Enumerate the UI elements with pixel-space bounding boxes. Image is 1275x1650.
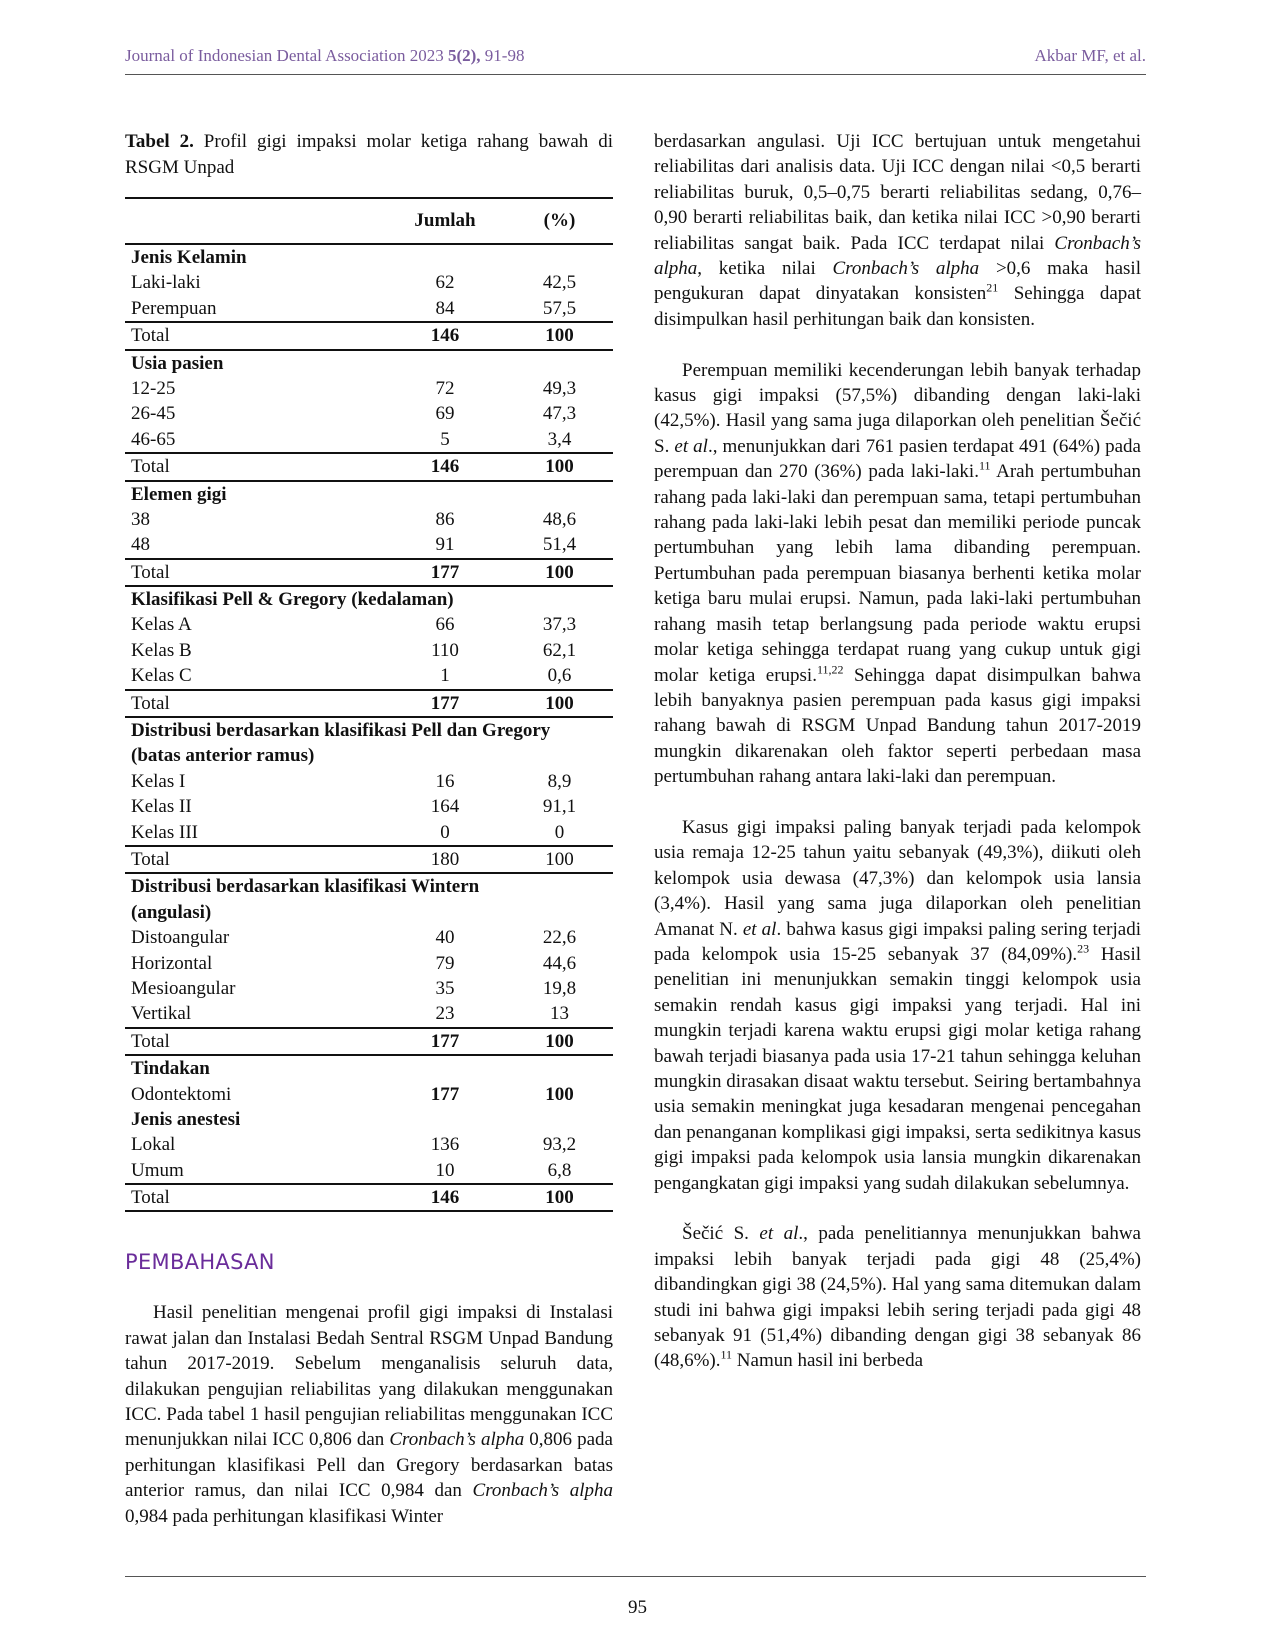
table-header-row bbox=[125, 198, 613, 244]
row-percent-cell: 44,6 bbox=[542, 952, 577, 974]
table-row bbox=[125, 951, 613, 976]
row-label-cell: 38 bbox=[131, 508, 150, 530]
table-total-row bbox=[125, 846, 613, 873]
row-percent-cell: 6,8 bbox=[506, 1158, 613, 1184]
row-count-cell: 10 bbox=[384, 1158, 506, 1184]
row-label-cell: Kelas A bbox=[131, 614, 192, 636]
row-count-cell: 91 bbox=[384, 532, 506, 558]
table-row bbox=[125, 1001, 613, 1027]
journal-citation bbox=[125, 46, 524, 66]
total-label-cell: Total bbox=[125, 1028, 384, 1055]
total-percent-cell: 100 bbox=[506, 322, 613, 349]
running-header bbox=[125, 44, 1146, 75]
table-row bbox=[125, 638, 613, 663]
table-total-row bbox=[125, 1184, 613, 1211]
right-column bbox=[654, 129, 1141, 1374]
table-label: Tabel 2. bbox=[125, 131, 194, 152]
row-count-cell: 40 bbox=[435, 927, 455, 949]
table-section-row bbox=[125, 873, 613, 899]
row-count-cell: 62 bbox=[435, 272, 455, 294]
discussion-paragraph-4: Kasus gigi impaksi paling banyak terjadi pada kelompok usia remaja 12-25 tahun yaitu sebanyak (49,3%), diikuti oleh kelompok usia dewasa (47,3%) dan kelompok usia lansia (3,4%). Hasil yang sama juga dilaporkan oleh penelitian Amanat N. et al. bahwa kasus gigi impaksi paling sering terjadi pada kelompok usia 15-25 sebanyak 37 (84,09%).$^{23}$ Hasil penelitian ini menunjukkan semakin tinggi kelompok usia semakin rendah kasus gigi impaksi yang terjadi. Hal ini mungkin terjadi karena waktu erupsi gigi molar ketiga rahang bawah terjadi biasanya pada usia 17-21 tahun sehingga keluhan mungkin dirasakan disaat waktu tersebut. Seiring bertambahnya usia semakin meningkat juga kesadaran mengenai pencegahan dan penanganan komplikasi gigi impaksi, serta sedikitnya kasus gigi impaksi pada kelompok usia lansia mungkin dikarenakan pengangkatan gigi impaksi yang sudah dilakukan sebelumnya. bbox=[654, 816, 1142, 1194]
total-count-cell: 177 bbox=[384, 559, 506, 586]
row-label-cell: 26-45 bbox=[131, 403, 176, 425]
table-section-row bbox=[125, 1055, 613, 1081]
table-total-row bbox=[125, 559, 613, 586]
table-row bbox=[125, 507, 613, 532]
total-count-cell: 146 bbox=[384, 453, 506, 480]
total-percent-cell: 100 bbox=[506, 453, 613, 480]
section-title-cell: (angulasi) bbox=[131, 901, 212, 923]
row-count-cell: 66 bbox=[435, 614, 455, 636]
row-label-cell: Odontektomi bbox=[131, 1083, 232, 1105]
table-total-row bbox=[125, 453, 613, 480]
row-label-cell: 46-65 bbox=[125, 427, 384, 453]
section-title-cell: Tindakan bbox=[131, 1058, 210, 1080]
row-count-cell: 0 bbox=[384, 820, 506, 846]
row-count-cell: 1 bbox=[384, 663, 506, 689]
row-label-cell: Distoangular bbox=[131, 927, 230, 949]
total-count-cell: 177 bbox=[384, 1028, 506, 1055]
row-percent-cell: 62,1 bbox=[542, 639, 577, 661]
row-percent-cell: 22,6 bbox=[542, 927, 577, 949]
row-percent-cell: 37,3 bbox=[542, 614, 577, 636]
journal-pages: 91-98 bbox=[484, 46, 525, 65]
table-row bbox=[125, 794, 613, 819]
row-count-cell: 136 bbox=[430, 1134, 460, 1156]
row-percent-cell: 47,3 bbox=[542, 403, 577, 425]
header-percent-cell: (%) bbox=[506, 198, 613, 244]
total-count-cell: 146 bbox=[384, 1184, 506, 1211]
table-row bbox=[125, 270, 613, 295]
row-percent-cell: 0 bbox=[506, 820, 613, 846]
table-section-row bbox=[125, 586, 613, 612]
row-percent-cell: 91,1 bbox=[542, 796, 577, 818]
row-percent-cell: 49,3 bbox=[542, 377, 577, 399]
row-percent-cell: 42,5 bbox=[542, 272, 577, 294]
row-percent-cell: 8,9 bbox=[547, 770, 572, 792]
total-label-cell: Total bbox=[125, 690, 384, 717]
total-label-cell: Total bbox=[125, 453, 384, 480]
table-section-row bbox=[125, 481, 613, 507]
total-percent-cell: 100 bbox=[506, 559, 613, 586]
table-row bbox=[125, 1158, 613, 1184]
row-label-cell: Vertikal bbox=[125, 1001, 384, 1027]
section-title-cell: (batas anterior ramus) bbox=[131, 745, 315, 767]
row-percent-cell: 0,6 bbox=[506, 663, 613, 689]
table-row bbox=[125, 376, 613, 401]
table-row bbox=[125, 1082, 613, 1107]
row-percent-cell: 19,8 bbox=[542, 977, 577, 999]
table-total-row bbox=[125, 322, 613, 349]
total-count-cell: 180 bbox=[384, 846, 506, 873]
table-row bbox=[125, 925, 613, 950]
left-column bbox=[125, 129, 613, 1529]
table-section-row bbox=[125, 717, 613, 743]
discussion-paragraph-2: berdasarkan angulasi. Uji ICC bertujuan untuk mengetahui reliabilitas dari analisis data. Uji ICC dengan nilai <0,5 berarti reliabilitas buruk, 0,5–0,75 berarti reliabilitas sedang, 0,76–0,90 berarti reliabilitas baik, dan ketika nilai ICC >0,90 berarti reliabilitas sangat baik. Pada ICC terdapat nilai Cronbach’s alpha, ketika nilai Cronbach’s alpha >0,6 maka hasil pengukuran dapat dinyatakan konsisten$^{21}$ Sehingga dapat disimpulkan hasil perhitungan baik dan konsisten. bbox=[654, 131, 1142, 330]
discussion-paragraph-5: Šečić S. et al., pada penelitiannya menunjukkan bahwa impaksi lebih banyak terjadi pada gigi 48 (25,4%) dibandingkan gigi 38 (24,5%). Hal yang sama ditemukan dalam studi ini bahwa gigi impaksi lebih sering terjadi pada gigi 48 sebanyak 91 (51,4%) dibanding dengan gigi 38 sebanyak 86 (48,6%).$^{11}$ Namun hasil ini berbeda bbox=[654, 1223, 1141, 1372]
row-count-cell: 69 bbox=[435, 403, 455, 425]
total-label-cell: Total bbox=[125, 1184, 384, 1211]
row-count-cell: 23 bbox=[384, 1001, 506, 1027]
page-number: 95 bbox=[628, 1597, 647, 1618]
row-count-cell: 5 bbox=[384, 427, 506, 453]
table-section-row bbox=[125, 350, 613, 376]
table-section-row bbox=[125, 1107, 613, 1132]
row-count-cell: 72 bbox=[435, 377, 455, 399]
profile-table bbox=[125, 197, 613, 1212]
table-row bbox=[125, 976, 613, 1001]
row-count-cell: 84 bbox=[384, 296, 506, 322]
table-row bbox=[125, 612, 613, 637]
row-label-cell: 12-25 bbox=[131, 377, 176, 399]
section-title: PEMBAHASAN bbox=[125, 1250, 275, 1275]
total-percent-cell: 100 bbox=[506, 690, 613, 717]
row-percent-cell: 57,5 bbox=[506, 296, 613, 322]
row-label-cell: Lokal bbox=[131, 1134, 176, 1156]
row-percent-cell: 93,2 bbox=[542, 1134, 577, 1156]
table-row bbox=[125, 296, 613, 322]
row-label-cell: Mesioangular bbox=[131, 977, 236, 999]
section-title-cell: Distribusi berdasarkan klasifikasi Pell dan Gregory bbox=[131, 720, 551, 742]
table-row bbox=[125, 401, 613, 426]
total-count-cell: 146 bbox=[384, 322, 506, 349]
table-section-row bbox=[125, 244, 613, 270]
row-percent-cell: 51,4 bbox=[506, 532, 613, 558]
row-label-cell: Perempuan bbox=[125, 296, 384, 322]
row-label-cell: Horizontal bbox=[131, 952, 213, 974]
header-count-cell: Jumlah bbox=[384, 198, 506, 244]
total-percent-cell: 100 bbox=[506, 1184, 613, 1211]
row-label-cell: Laki-laki bbox=[131, 272, 201, 294]
table-section-row bbox=[125, 743, 613, 768]
row-label-cell: Kelas II bbox=[131, 796, 192, 818]
row-percent-cell: 13 bbox=[506, 1001, 613, 1027]
header-authors: Akbar MF, et al. bbox=[1034, 46, 1146, 65]
table-total-row bbox=[125, 1028, 613, 1055]
table-caption-text: Profil gigi impaksi molar ketiga rahang bawah di RSGM Unpad bbox=[125, 131, 613, 178]
row-label-cell: 48 bbox=[125, 532, 384, 558]
journal-volume: 5(2), bbox=[447, 46, 481, 65]
table-row bbox=[125, 532, 613, 558]
section-title-cell: Elemen gigi bbox=[131, 483, 227, 505]
row-label-cell: Kelas C bbox=[125, 663, 384, 689]
table-section-row bbox=[125, 900, 613, 925]
row-label-cell: Kelas B bbox=[131, 639, 192, 661]
section-title-cell: Usia pasien bbox=[131, 352, 224, 374]
row-count-cell: 35 bbox=[435, 977, 455, 999]
row-count-cell: 16 bbox=[435, 770, 455, 792]
row-percent-cell: 48,6 bbox=[542, 508, 577, 530]
table-total-row bbox=[125, 690, 613, 717]
row-count-cell: 79 bbox=[435, 952, 455, 974]
row-label-cell: Kelas III bbox=[125, 820, 384, 846]
journal-name: Journal of Indonesian Dental Association 2023 bbox=[125, 46, 444, 65]
row-count-cell: 177 bbox=[430, 1083, 460, 1105]
total-count-cell: 177 bbox=[384, 690, 506, 717]
total-label-cell: Total bbox=[125, 846, 384, 873]
total-label-cell: Total bbox=[125, 559, 384, 586]
table-row bbox=[125, 769, 613, 794]
row-count-cell: 164 bbox=[430, 796, 460, 818]
table-row bbox=[125, 663, 613, 689]
section-title-cell: Jenis Kelamin bbox=[131, 247, 247, 268]
total-percent-cell: 100 bbox=[506, 846, 613, 873]
table-row bbox=[125, 427, 613, 453]
table-row bbox=[125, 820, 613, 846]
total-label-cell: Total bbox=[125, 322, 384, 349]
row-label-cell: Kelas I bbox=[131, 770, 186, 792]
footer-divider bbox=[125, 1576, 1146, 1577]
total-percent-cell: 100 bbox=[506, 1028, 613, 1055]
row-percent-cell: 3,4 bbox=[506, 427, 613, 453]
row-count-cell: 110 bbox=[431, 639, 459, 661]
section-title-cell: Distribusi berdasarkan klasifikasi Wintern bbox=[131, 876, 480, 898]
discussion-paragraph-1: Hasil penelitian mengenai profil gigi impaksi di Instalasi rawat jalan dan Instalasi Bedah Sentral RSGM Unpad Bandung tahun 2017-2019. Sebelum menganalisis seluruh data, dilakukan pengujian reliabilitas yang dilakukan menggunakan ICC. Pada tabel 1 hasil pengujian reliabilitas menggunakan ICC menunjukkan nilai ICC 0,806 dan Cronbach’s alpha 0,806 pada perhitungan klasifikasi Pell dan Gregory berdasarkan batas anterior ramus, dan nilai ICC 0,984 dan Cronbach’s alpha 0,984 pada perhitungan klasifikasi Winter bbox=[125, 1302, 613, 1527]
section-title-cell: Klasifikasi Pell & Gregory (kedalaman) bbox=[131, 589, 454, 611]
table-row bbox=[125, 1132, 613, 1157]
table-caption bbox=[125, 129, 613, 181]
row-percent-cell: 100 bbox=[545, 1083, 574, 1105]
section-title-cell: Jenis anestesi bbox=[131, 1108, 241, 1130]
header-blank-cell bbox=[125, 198, 384, 244]
row-count-cell: 86 bbox=[435, 508, 455, 530]
discussion-paragraph-3: Perempuan memiliki kecenderungan lebih banyak terhadap kasus gigi impaksi (57,5%) dibanding dengan laki-laki (42,5%). Hasil yang sama juga dilaporkan oleh penelitian Šečić S. et al., menunjukkan dari 761 pasien terdapat 491 (64%) pada perempuan dan 270 (36%) pada laki-laki.$^{11}$ Arah pertumbuhan rahang pada laki-laki dan perempuan sama, tetapi pertumbuhan rahang pada laki-laki lebih pesat dan memiliki periode puncak pertumbuhan yang lebih lama dibanding perempuan. Pertumbuhan pada perempuan biasanya berhenti ketika molar ketiga baru mulai erupsi. Namun, pada laki-laki pertumbuhan rahang masih tetap berlangsung pada periode waktu erupsi molar ketiga sehingga terdapat ruang yang cukup untuk gigi molar ketiga erupsi.$^{11,22}$ Sehingga dapat disimpulkan bahwa lebih banyaknya pasien perempuan pada kasus gigi impaksi rahang bawah di RSGM Unpad Bandung tahun 2017-2019 mungkin dikarenakan oleh faktor seperti perbedaan masa pertumbuhan rahang antara laki-laki dan perempuan. bbox=[654, 359, 1142, 788]
row-label-cell: Umum bbox=[125, 1158, 384, 1184]
